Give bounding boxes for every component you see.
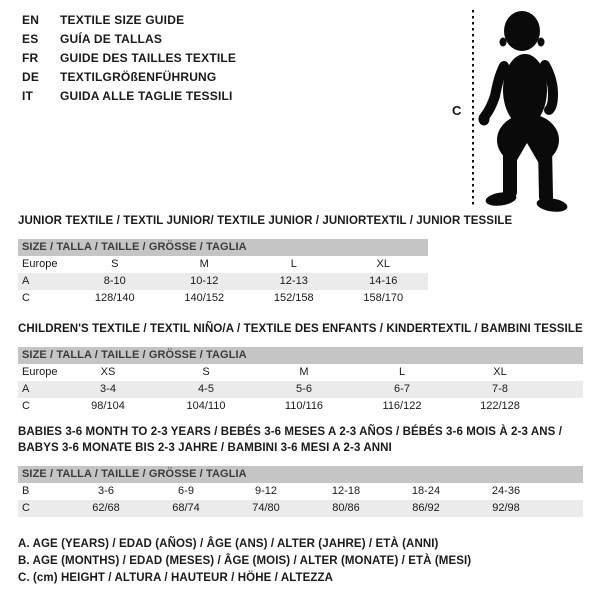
- size-cell: 110/116: [284, 400, 324, 412]
- row-label: B: [22, 485, 30, 497]
- size-cell: M: [299, 366, 309, 378]
- row-label: C: [22, 292, 30, 304]
- size-table-babies: [18, 466, 583, 517]
- row-label: Europe: [22, 366, 58, 378]
- footnote-a: A. AGE (YEARS) / EDAD (AÑOS) / ÂGE (ANS) / ALTER (JAHRE) / ETÀ (ANNI): [18, 538, 439, 550]
- table-header-bar: SIZE / TALLA / TAILLE / GRÖSSE / TAGLIA: [18, 347, 583, 364]
- language-row: [22, 29, 236, 48]
- footnote-b: B. AGE (MONTHS) / EDAD (MESES) / ÂGE (MOIS) / ALTER (MONATE) / ETÀ (MESI): [18, 555, 472, 567]
- size-table-junior: [18, 239, 428, 307]
- size-cell: 6-9: [178, 485, 194, 497]
- size-cell: 12-13: [279, 275, 308, 287]
- language-code: IT: [22, 88, 34, 103]
- table-row: [18, 256, 428, 273]
- language-row: [22, 10, 236, 29]
- size-cell: 3-4: [100, 383, 116, 395]
- size-cell: 4-5: [198, 383, 214, 395]
- size-cell: 62/68: [92, 502, 120, 514]
- size-cell: 158/170: [363, 292, 404, 304]
- size-cell: XL: [376, 258, 390, 270]
- size-cell: 104/110: [186, 400, 226, 412]
- size-cell: M: [199, 258, 209, 270]
- size-cell: 8-10: [103, 275, 126, 287]
- size-cell: 12-18: [331, 485, 361, 497]
- row-label: A: [22, 383, 30, 395]
- size-cell: 5-6: [296, 383, 312, 395]
- size-cell: S: [111, 258, 119, 270]
- size-cell: XL: [493, 366, 507, 378]
- table-row: [18, 500, 583, 517]
- language-row: [22, 86, 236, 105]
- size-cell: 24-36: [491, 485, 521, 497]
- table-row: [18, 364, 583, 381]
- baby-figure: [450, 4, 596, 214]
- language-list: [22, 10, 236, 105]
- size-cell: 140/152: [184, 292, 225, 304]
- section-title-children: CHILDREN'S TEXTILE / TEXTIL NIÑO/A / TEXTILE DES ENFANTS / KINDERTEXTIL / BAMBINI TESSILE: [18, 323, 583, 335]
- size-cell: 3-6: [98, 485, 114, 497]
- size-cell: 116/122: [382, 400, 422, 412]
- size-cell: XS: [100, 366, 116, 378]
- size-cell: 68/74: [172, 502, 200, 514]
- section-title-junior: JUNIOR TEXTILE / TEXTIL JUNIOR/ TEXTILE JUNIOR / JUNIORTEXTIL / JUNIOR TESSILE: [18, 215, 513, 227]
- table-row: [18, 381, 583, 398]
- language-label: TEXTILE SIZE GUIDE: [60, 12, 185, 27]
- size-cell: 86/92: [412, 502, 440, 514]
- language-code: ES: [22, 31, 39, 46]
- row-label: Europe: [22, 258, 58, 270]
- size-cell: 122/128: [480, 400, 520, 412]
- size-cell: 18-24: [411, 485, 441, 497]
- baby-silhouette-icon: [450, 4, 596, 214]
- table-row: [18, 483, 583, 500]
- size-cell: L: [290, 258, 297, 270]
- table-row: [18, 398, 583, 415]
- row-label: C: [22, 502, 30, 514]
- language-label: GUIDE DES TAILLES TEXTILE: [60, 50, 237, 65]
- size-cell: 128/140: [94, 292, 135, 304]
- height-measure-label: C: [452, 103, 462, 118]
- table-header-bar: SIZE / TALLA / TAILLE / GRÖSSE / TAGLIA: [18, 466, 583, 483]
- size-cell: 80/86: [332, 502, 360, 514]
- size-cell: 6-7: [394, 383, 410, 395]
- table-header-bar: SIZE / TALLA / TAILLE / GRÖSSE / TAGLIA: [18, 239, 428, 256]
- language-row: [22, 48, 236, 67]
- size-cell: 74/80: [252, 502, 280, 514]
- language-label: GUÍA DE TALLAS: [60, 31, 163, 46]
- size-cell: 7-8: [492, 383, 508, 395]
- size-cell: 10-12: [190, 275, 219, 287]
- language-row: [22, 67, 236, 86]
- footnotes: [18, 536, 471, 587]
- language-label: TEXTILGRÖßENFÜHRUNG: [60, 69, 217, 84]
- size-cell: L: [398, 366, 406, 378]
- section-title-babies: BABIES 3-6 MONTH TO 2-3 YEARS / BEBÉS 3-6 MESES A 2-3 AÑOS / BÉBÉS 3-6 MOIS À 2-3 ANS / BABYS 3-6 MONATE BIS 2-3 JAHRE / BAMBINI 3-6 MESI A 2-3 ANNI: [18, 426, 562, 454]
- footnote-c: C. (cm) HEIGHT / ALTURA / HAUTEUR / HÖHE / ALTEZZA: [18, 572, 334, 584]
- size-cell: 9-12: [254, 485, 278, 497]
- size-cell: 152/158: [273, 292, 314, 304]
- language-label: GUIDA ALLE TAGLIE TESSILI: [60, 88, 233, 103]
- table-row: [18, 273, 428, 290]
- language-code: DE: [22, 69, 40, 84]
- size-cell: 92/98: [492, 502, 520, 514]
- size-table-children: [18, 347, 583, 415]
- size-cell: 98/104: [91, 400, 125, 412]
- row-label: A: [22, 275, 30, 287]
- size-cell: S: [202, 366, 210, 378]
- language-code: FR: [22, 50, 39, 65]
- row-label: C: [22, 400, 30, 412]
- language-code: EN: [22, 12, 40, 27]
- table-row: [18, 290, 428, 307]
- size-cell: 14-16: [369, 275, 398, 287]
